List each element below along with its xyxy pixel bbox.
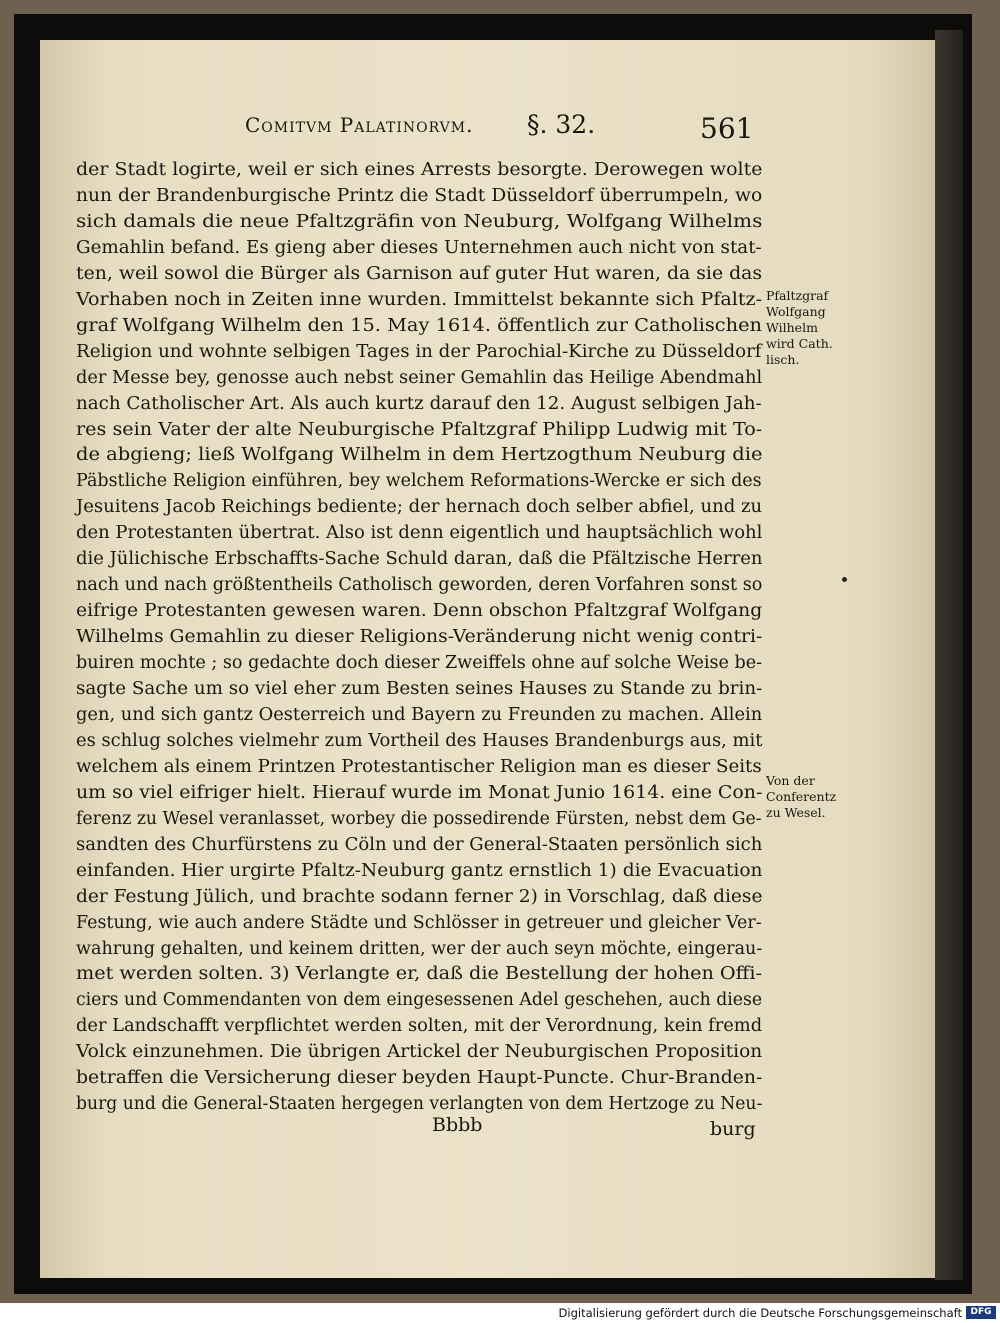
text-line: ferenz zu Wesel veranlasset, worbey die possedirende Fürsten, nebst dem Ge-	[76, 807, 762, 829]
text-line: buiren mochte ; so gedachte doch dieser Zweiffels ohne auf solche Weise be-	[76, 652, 763, 674]
text-line: einfanden. Hier urgirte Pfaltz-Neuburg gantz ernstlich 1) die Evacuation	[76, 859, 763, 881]
margin-note-line: Conferentz	[766, 789, 837, 804]
margin-note-line: zu Wesel.	[766, 805, 826, 820]
catchword: burg	[710, 1118, 756, 1140]
dfg-logo: DFG	[966, 1306, 996, 1319]
text-line: Wilhelms Gemahlin zu dieser Religions-Veränderung nicht wenig contri-	[76, 626, 763, 648]
text-line: der Landschafft verpflichtet werden solten, mit der Verordnung, kein fremd	[76, 1015, 763, 1037]
text-line: Päbstliche Religion einführen, bey welchem Reformations-Wercke er sich des	[76, 470, 762, 492]
margin-note-line: wird Cath.	[766, 336, 833, 351]
margin-note-conversion	[766, 288, 833, 368]
text-line: ten, weil sowol die Bürger als Garnison auf guter Hut waren, da sie das	[76, 262, 763, 284]
page-edge-shadow	[935, 30, 963, 1280]
text-line: sich damals die neue Pfaltzgräfin von Neuburg, Wolfgang Wilhelms	[76, 210, 763, 232]
text-line: ciers und Commendanten von dem eingesessenen Adel geschehen, auch diese	[76, 989, 763, 1011]
text-line: die Jülichische Erbschaffts-Sache Schuld daran, daß die Pfältzische Herren	[76, 548, 763, 570]
text-line: nach und nach größtentheils Catholisch geworden, deren Vorfahren sonst so	[76, 574, 763, 596]
margin-note-conference	[766, 773, 836, 821]
text-line: Vorhaben noch in Zeiten inne wurden. Immittelst bekannte sich Pfaltz-	[76, 288, 763, 310]
text-line: eifrige Protestanten gewesen waren. Denn obschon Pfaltzgraf Wolfgang	[76, 600, 763, 622]
text-line: Volck einzunehmen. Die übrigen Artickel der Neuburgischen Proposition	[76, 1041, 763, 1063]
text-line: wahrung gehalten, und keinem dritten, wer der auch seyn möchte, eingerau-	[76, 937, 763, 959]
running-head: Comitvm Palatinorvm.	[245, 113, 474, 137]
text-line: graf Wolfgang Wilhelm den 15. May 1614. öffentlich zur Catholischen	[76, 314, 763, 336]
margin-note-line: Von der	[766, 773, 815, 788]
text-line: der Stadt logirte, weil er sich eines Arrests besorgte. Derowegen wolte	[76, 159, 763, 180]
ink-speck	[842, 577, 847, 582]
text-line: Religion und wohnte selbigen Tages in der Parochial-Kirche zu Düsseldorf	[76, 340, 762, 362]
text-line: res sein Vater der alte Neuburgische Pfaltzgraf Philipp Ludwig mit To-	[76, 418, 763, 440]
funding-credit: Digitalisierung gefördert durch die Deutsche Forschungsgemeinschaft	[558, 1306, 962, 1320]
text-line: sagte Sache um so viel eher zum Besten seines Hauses zu Stande zu brin-	[76, 678, 763, 699]
text-line: sandten des Churfürstens zu Cöln und der General-Staaten persönlich sich	[76, 833, 763, 855]
text-line: welchem als einem Printzen Protestantischer Religion man es dieser Seits	[76, 755, 762, 777]
text-line: de abgieng; ließ Wolfgang Wilhelm in dem Hertzogthum Neuburg die	[76, 444, 763, 466]
text-line: der Messe bey, genosse auch nebst seiner Gemahlin das Heilige Abendmahl	[76, 366, 763, 388]
page-number: 561	[700, 112, 754, 145]
margin-note-line: lisch.	[766, 352, 800, 367]
footer-bar	[0, 1303, 1000, 1323]
text-line: gen, und sich gantz Oesterreich und Bayern zu Freunden zu machen. Allein	[76, 703, 763, 725]
margin-note-line: Wolfgang	[766, 304, 826, 319]
text-line: met werden solten. 3) Verlangte er, daß die Bestellung der hohen Offi-	[76, 963, 762, 985]
text-line: burg und die General-Staaten hergegen verlangten von dem Hertzoge zu Neu-	[76, 1093, 763, 1115]
text-line: nun der Brandenburgische Printz die Stadt Düsseldorf überrumpeln, wo	[76, 184, 763, 206]
text-line: betraffen die Versicherung dieser beyden Haupt-Puncte. Chur-Branden-	[76, 1067, 763, 1089]
margin-note-line: Pfaltzgraf	[766, 288, 829, 303]
text-line: Festung, wie auch andere Städte und Schlösser in getreuer und gleicher Ver-	[76, 911, 762, 933]
text-line: den Protestanten übertrat. Also ist denn eigentlich und hauptsächlich wohl	[76, 522, 763, 544]
text-line: Jesuitens Jacob Reichings bediente; der hernach doch selber abfiel, und zu	[76, 496, 763, 518]
signature-mark: Bbbb	[432, 1114, 483, 1136]
text-line: nach Catholischer Art. Als auch kurtz darauf den 12. August selbigen Jah-	[76, 392, 762, 414]
margin-note-line: Wilhelm	[766, 320, 818, 335]
text-line: Gemahlin befand. Es gieng aber dieses Unternehmen auch nicht von stat-	[76, 236, 762, 258]
section-number: §. 32.	[527, 110, 596, 139]
text-line: um so viel eifriger hielt. Hierauf wurde im Monat Junio 1614. eine Con-	[76, 781, 763, 803]
text-line: der Festung Jülich, und brachte sodann ferner 2) in Vorschlag, daß diese	[76, 885, 763, 907]
text-line: es schlug solches vielmehr zum Vortheil des Hauses Brandenburgs aus, mit	[76, 729, 763, 751]
